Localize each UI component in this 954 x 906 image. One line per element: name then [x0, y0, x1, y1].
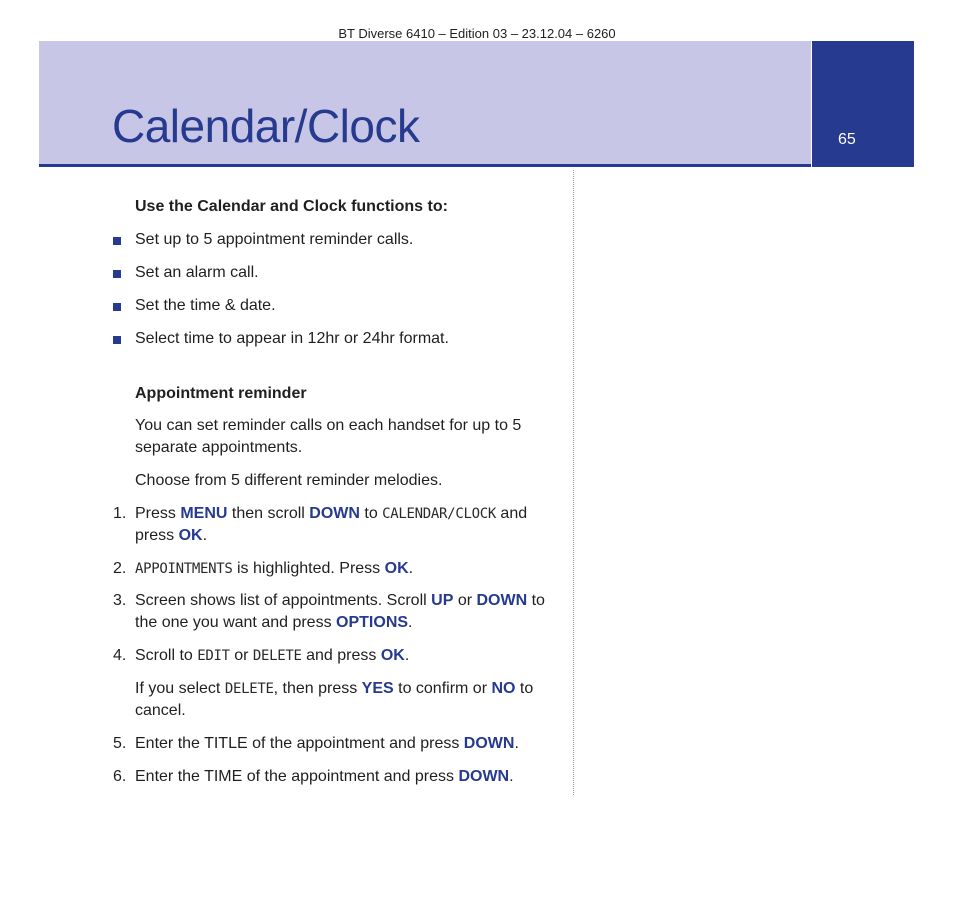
- bullet-square-icon: [113, 270, 121, 278]
- menu-key-label: MENU: [180, 505, 228, 522]
- up-key-label: UP: [431, 592, 454, 609]
- column-divider: [573, 170, 574, 795]
- bullet-square-icon: [113, 303, 121, 311]
- appointment-description: You can set reminder calls on each handset for up to 5 separate appointments.: [135, 417, 522, 456]
- delete-note: If you select DELETE, then press YES to confirm or NO to cancel.: [135, 680, 534, 719]
- options-key-label: OPTIONS: [336, 614, 409, 631]
- bullet-square-icon: [113, 336, 121, 344]
- display-text: DELETE: [224, 681, 274, 697]
- down-key-label: DOWN: [458, 768, 510, 785]
- melody-note: Choose from 5 different reminder melodies.: [135, 472, 443, 489]
- appointment-heading: Appointment reminder: [135, 385, 307, 402]
- page-number: 65: [838, 131, 856, 148]
- down-key-label: DOWN: [476, 592, 528, 609]
- down-key-label: DOWN: [309, 505, 360, 522]
- display-text: EDIT: [197, 648, 230, 664]
- no-key-label: NO: [491, 680, 516, 697]
- ok-key-label: OK: [380, 647, 405, 664]
- ok-key-label: OK: [178, 527, 203, 544]
- page-tab: [812, 41, 914, 167]
- yes-key-label: YES: [361, 680, 394, 697]
- display-text: APPOINTMENTS: [135, 561, 233, 577]
- down-key-label: DOWN: [463, 735, 515, 752]
- bullet-square-icon: [113, 237, 121, 245]
- page-title: Calendar/Clock: [112, 100, 420, 152]
- title-band: [39, 41, 811, 167]
- running-head: BT Diverse 6410 – Edition 03 – 23.12.04 – 6260: [338, 26, 616, 41]
- intro-heading: Use the Calendar and Clock functions to:: [135, 198, 448, 215]
- display-text: CALENDAR/CLOCK: [382, 506, 496, 522]
- display-text: DELETE: [252, 648, 302, 664]
- ok-key-label: OK: [384, 560, 409, 577]
